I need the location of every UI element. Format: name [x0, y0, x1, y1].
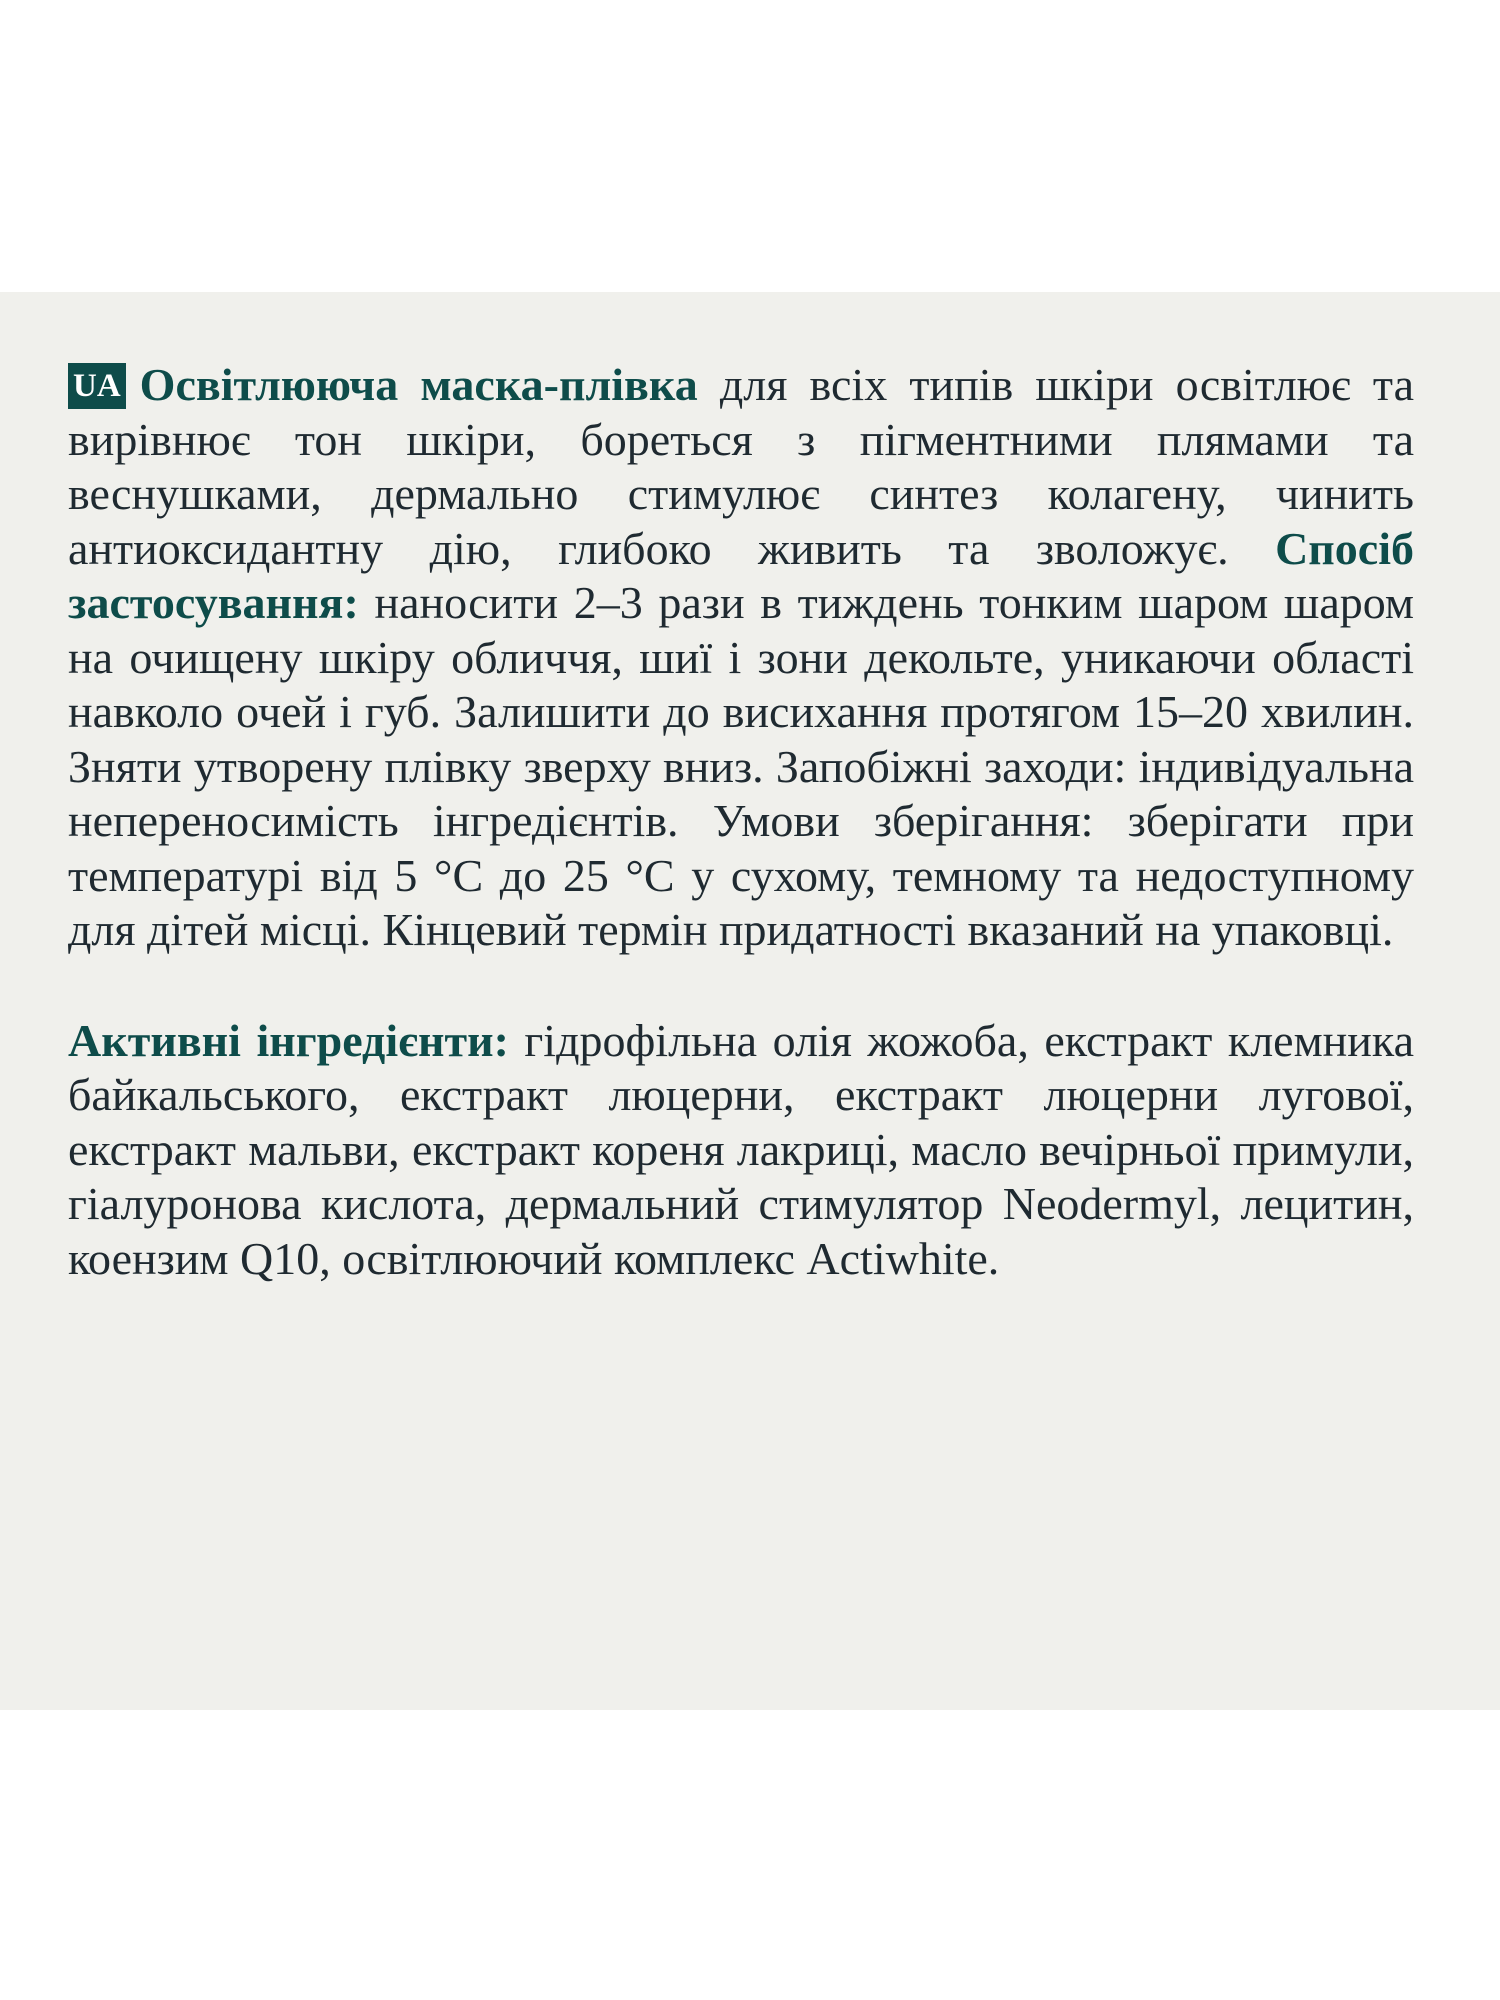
ingredients-list: гідрофільна олія жожоба, екстракт клемника байкальського, екстракт люцерни, екстракт люцерни лугової, екстракт мальви, екстракт кореня лакриці, масло вечірньої примули, гіалуронова кислота, дермальний стимулятор Neodermyl, лецитин, коензим Q10, освітлюючий комплекс Actiwhite. [68, 1014, 1414, 1284]
description-paragraph [68, 358, 1414, 958]
product-description: для всіх типів шкіри освітлює та вирівнює тон шкіри, бореться з пігментними плямами та веснушками, дермально стимулює синтез колагену, чинить антиоксидантну дію, глибоко живить та зволожує. [68, 359, 1415, 574]
ingredients-heading: Активні інгредієнти: [68, 1014, 509, 1066]
label-text-block [68, 358, 1414, 1286]
language-badge: UA [68, 363, 126, 409]
usage-heading: Спосіб застосування: [68, 522, 1414, 628]
usage-instructions: наносити 2–3 рази в тиждень тонким шаром шаром на очищену шкіру обличчя, шиї і зони декольте, уникаючи області навколо очей і губ. Залишити до висихання протягом 15–20 хвилин. Зняти утворену плівку зверху вниз. Запобіжні заходи: індивідуальна непереносимість інгредієнтів. Умови зберігання: зберігати при температурі від 5 °C до 25 °C у сухому, темному та недоступному для дітей місці. Кінцевий термін придатності вказаний на упаковці. [68, 577, 1414, 955]
ingredients-paragraph [68, 1014, 1414, 1287]
product-title: Освітлююча маска-плівка [139, 359, 698, 410]
